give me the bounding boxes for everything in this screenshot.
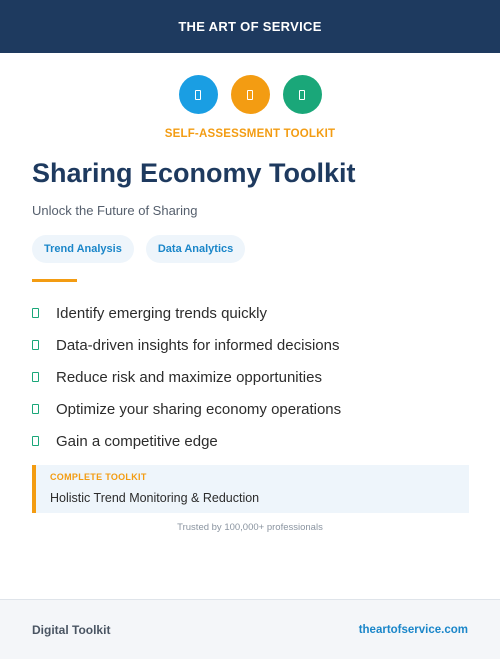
check-icon xyxy=(32,372,39,382)
page-title: Sharing Economy Toolkit xyxy=(32,158,356,188)
footer-link[interactable]: theartofservice.com xyxy=(358,623,468,636)
list-item xyxy=(32,361,341,393)
tag-data-analytics: Data Analytics xyxy=(146,235,245,263)
benefit-text: Identify emerging trends quickly xyxy=(56,304,267,322)
callout-text: Holistic Trend Monitoring & Reduction xyxy=(50,491,260,505)
tag-list xyxy=(32,235,245,263)
footer-label: Digital Toolkit xyxy=(32,622,111,637)
footer xyxy=(0,599,500,659)
check-icon xyxy=(32,340,39,350)
icon-row xyxy=(0,75,500,114)
brand-name: THE ART OF SERVICE xyxy=(178,19,322,34)
eyebrow-label: SELF-ASSESSMENT TOOLKIT xyxy=(164,128,336,140)
doc-icon xyxy=(283,75,322,114)
list-item xyxy=(32,393,341,425)
benefit-text: Reduce risk and maximize opportunities xyxy=(56,368,322,386)
trust-note: Trusted by 100,000+ professionals xyxy=(177,522,323,533)
doc-icon xyxy=(231,75,270,114)
list-item xyxy=(32,329,341,361)
doc-icon xyxy=(179,75,218,114)
check-icon xyxy=(32,308,39,318)
benefit-list xyxy=(32,297,341,457)
check-icon xyxy=(32,404,39,414)
benefit-text: Gain a competitive edge xyxy=(56,432,218,450)
callout-label: COMPLETE TOOLKIT xyxy=(50,472,147,482)
benefit-text: Optimize your sharing economy operations xyxy=(56,400,342,418)
benefit-text: Data-driven insights for informed decisions xyxy=(56,336,340,354)
tag-trend-analysis: Trend Analysis xyxy=(32,235,134,263)
page-subtitle: Unlock the Future of Sharing xyxy=(32,203,198,218)
accent-divider xyxy=(32,279,77,282)
toolkit-callout xyxy=(32,465,469,513)
list-item xyxy=(32,297,341,329)
list-item xyxy=(32,425,341,457)
header-bar xyxy=(0,0,500,53)
check-icon xyxy=(32,436,39,446)
